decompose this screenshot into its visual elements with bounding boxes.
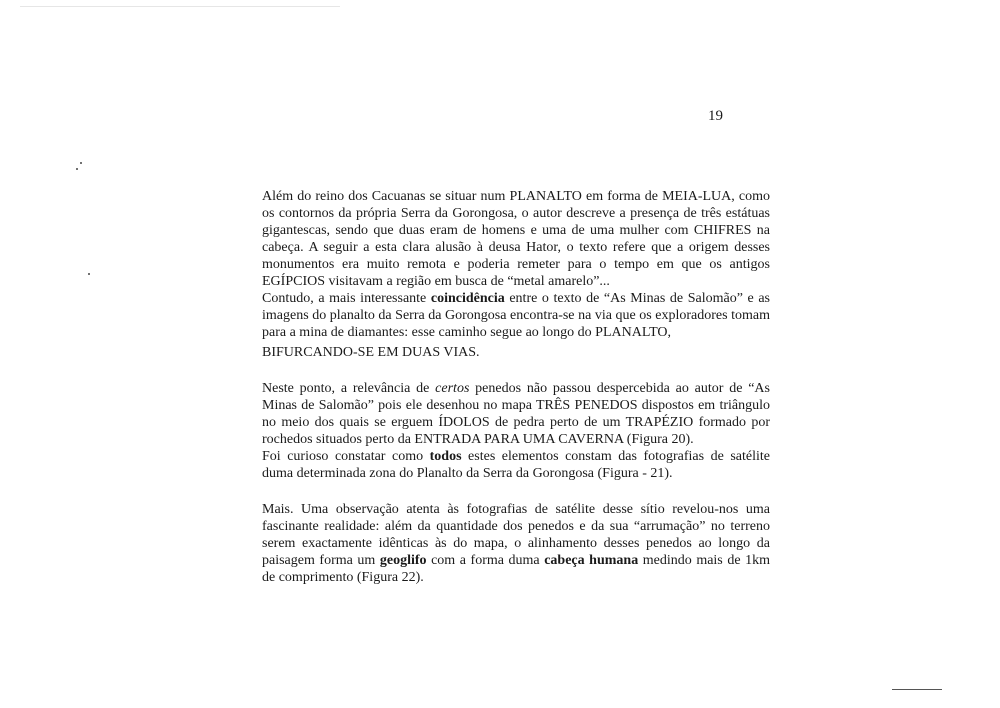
- paragraph: [262, 188, 770, 290]
- text-run: Neste ponto, a relevância de: [262, 381, 436, 396]
- text-run: medindo mais de 1km de comprimento (Figura 22).: [262, 553, 770, 585]
- scan-smudge: [892, 689, 942, 690]
- page-number: 19: [708, 108, 723, 124]
- bold-text: cabeça humana: [544, 553, 639, 568]
- paragraph-gap: [262, 361, 770, 380]
- text-run: Mais. Uma observação atenta às fotografias de satélite desse sítio revelou-nos uma fascinante realidade: além da quantidade dos penedos e da sua “arrumação” no terreno serem exactamente idênticas às do mapa, o alinhamento desses penedos ao longo da paisagem forma um: [262, 502, 770, 568]
- bold-text: coincidência: [430, 291, 505, 306]
- paragraph: [262, 448, 770, 482]
- paragraph-gap: [262, 482, 770, 501]
- text-run: Além do reino dos Cacuanas se situar num PLANALTO em forma de MEIA-LUA, como os contornos da própria Serra da Gorongosa, o autor descreve a presença de três estátuas gigantescas, sendo que duas eram de homens e uma de uma mulher com CHIFRES na cabeça. A seguir a esta clara alusão à deusa Hator, o texto refere que a origem desses monumentos era muito remota e poderia remeter para o tempo em que os antigos EGÍPCIOS visitavam a região em busca de “metal amarelo”...: [262, 189, 770, 289]
- scan-speck: [76, 168, 78, 170]
- text-run: com a forma duma: [426, 553, 545, 568]
- paragraph: [262, 501, 770, 586]
- scan-smudge: [20, 6, 340, 7]
- paragraph: [262, 380, 770, 448]
- paragraph: [262, 290, 770, 341]
- scan-speck: [80, 162, 82, 164]
- paragraph: [262, 344, 770, 361]
- bold-text: geoglifo: [379, 553, 427, 568]
- italic-text: certos: [435, 381, 470, 396]
- text-run: BIFURCANDO-SE EM DUAS VIAS.: [262, 345, 480, 360]
- bold-text: todos: [429, 449, 462, 464]
- text-run: penedos não passou despercebida ao autor de “As Minas de Salomão” pois ele desenhou no mapa TRÊS PENEDOS dispostos em triângulo no meio dos quais se erguem ÍDOLOS de pedra perto de um TRAPÉZIO formado por rochedos situados perto da ENTRADA PARA UMA CAVERNA (Figura 20).: [262, 381, 770, 447]
- text-run: Foi curioso constatar como: [262, 449, 430, 464]
- body-text: [262, 188, 770, 586]
- scan-speck: [88, 273, 90, 275]
- text-run: Contudo, a mais interessante: [262, 291, 431, 306]
- text-run: entre o texto de “As Minas de Salomão” e as imagens do planalto da Serra da Gorongosa encontra-se na via que os exploradores tomam para a mina de diamantes: esse caminho segue ao longo do PLANALTO,: [262, 291, 770, 340]
- text-run: estes elementos constam das fotografias de satélite duma determinada zona do Planalto da Serra da Gorongosa (Figura - 21).: [262, 449, 770, 481]
